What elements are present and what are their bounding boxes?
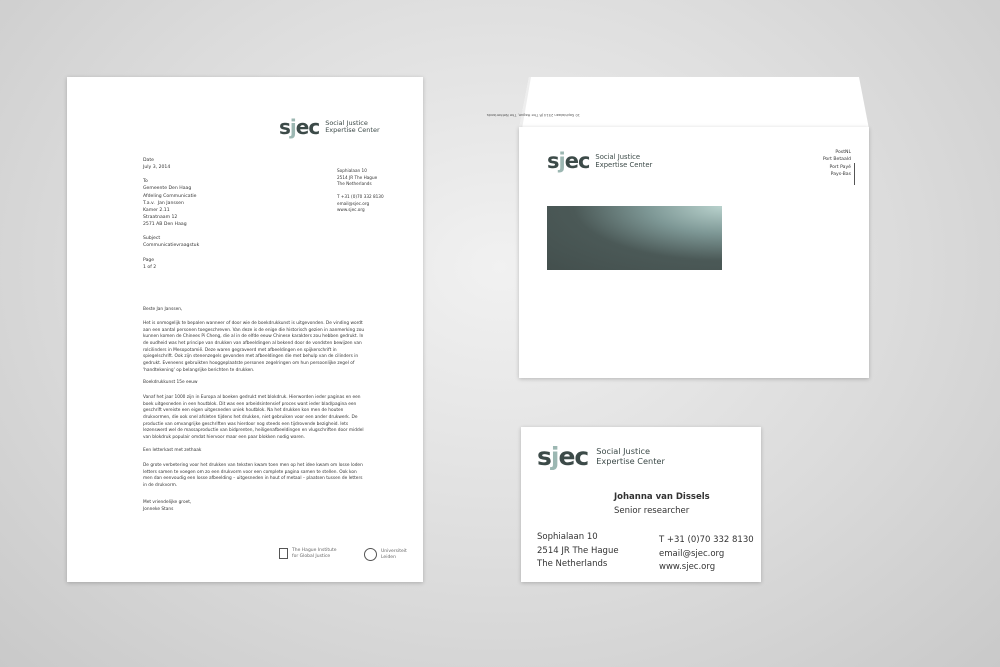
university-seal-icon (364, 548, 377, 561)
business-card (521, 427, 761, 582)
envelope (519, 127, 869, 378)
logo-wordmark: Social Justice Expertise Center (325, 118, 380, 134)
logo-wordmark: Social Justice Expertise Center (595, 153, 653, 169)
card-name: Johanna van Dissels (614, 492, 710, 502)
card-contact: T +31 (0)70 332 8130 email@sjec.org www.sjec.org (659, 535, 754, 573)
postage-indicia: PostNL Port Betaald Port Payé Pays-Bas (822, 150, 851, 178)
letter-paragraph: Het is onmogelijk te bepalen wanneer of door wie de boekdrukkunst is uitgevonden. De vinding wordt aan een aantal personen toegeschreven. Van deze is de enige die historisch gezien in aanmerking zou kunnen komen de Chinees Pi Cheng, die al in de elfde eeuw Chinese karakters zou hebben gedrukt. In de oudheid was het principe van drukken van afbeeldingen al bekend door de vondsten bewijzen van rolcilinders in Mesopotamië. Deze waren gegraveerd met afbeeldingen en spijkerschrift in spiegelschrift. Ook zijn stenenzegels gevonden met afbeeldingen die met behulp van de cilinders in gedrukt. Eveneens gebruikten hooggeplaatste personen zegelringen om hun persoonlijke zegel of 'handtekening' op belangrijke berichten te drukken. (143, 321, 365, 373)
letter-salutation: Beste Jan Janssen, (143, 307, 183, 312)
envelope-logo (547, 151, 652, 172)
logo-mark: sjec (547, 149, 590, 173)
postage-line (854, 163, 855, 185)
card-logo (537, 444, 665, 469)
leiden-university-logo: Universiteit Leiden (364, 548, 407, 561)
envelope-flap (519, 77, 869, 129)
letter-subheading: Een letterkast met zethaak (143, 448, 202, 453)
card-role: Senior researcher (614, 506, 690, 516)
letter-closing: Met vriendelijke groet, (143, 500, 192, 505)
letter-paragraph: Vanaf het jaar 1000 zijn in Europa al boeken gedrukt met blokdruk. Hierworden ieder paginas en een boek uitgesneden in een houtblok. Dit was een arbeidsintensief proces want ieder blad/pagina een geschrift vereiste een eigen uitgesneden uniek houtblok. Na het drukken kon men de houten drukvormen, die ook snel afsleten tijdens het drukken, niet gebruiken voor een ander drukwerk. De productie van omvangrijke geschriften was hierdoor nog steeds een tijdrovende bezigheid. Iets lezenswerd wel de massaproductie van bidprenten, heiligenafbeeldingen en vlugschriften door middel van blokdruk populair omdat hiervoor maar een paar blokken nodig waren. (143, 395, 364, 440)
letter-subheading: Boekdrukkunst 15e eeuw (143, 380, 198, 385)
hague-institute-logo: The Hague Institute for Global Justice (279, 548, 337, 559)
sender-address: Sophialaan 10 2514 JR The Hague The Netherlands T +31 (0)70 332 8130 email@sjec.org www.sjec.org (337, 168, 384, 212)
letter-logo (279, 117, 380, 137)
logo-mark: sjec (279, 115, 320, 139)
letter-meta: Date July 3, 2014 To Gemeente Den Haag Afdeling Communicatie T.a.v. Jan Janssen Kamer 2.11 Straatnaam 12 2571 AB Den Haag Subject Communicatievraagstuk Page 1 of 2 (143, 158, 200, 270)
letterhead-sheet (67, 77, 423, 582)
hague-institute-icon (279, 548, 288, 559)
letter-signature: Jonneke Stans (143, 507, 174, 512)
logo-mark: sjec (537, 442, 589, 471)
card-address: Sophialaan 10 2514 JR The Hague The Netherlands (537, 532, 619, 570)
envelope-window (547, 206, 722, 270)
logo-wordmark: Social Justice Expertise Center (596, 446, 665, 466)
letter-paragraph: De grote verbetering voor het drukken van teksten kwam toen men op het idee kwam om losse loden letters samen te voegen om zo een drukvorm voor een complete pagina samen te stellen. Ook kon men dan eenvoudig een losse afbeelding – uitgesneden in hout of metaal – plaatsen tussen de letters in de drukvorm. (143, 463, 363, 488)
return-address: 10 Sophialaan 2514 JR The Hague, The Netherlands (486, 113, 580, 117)
